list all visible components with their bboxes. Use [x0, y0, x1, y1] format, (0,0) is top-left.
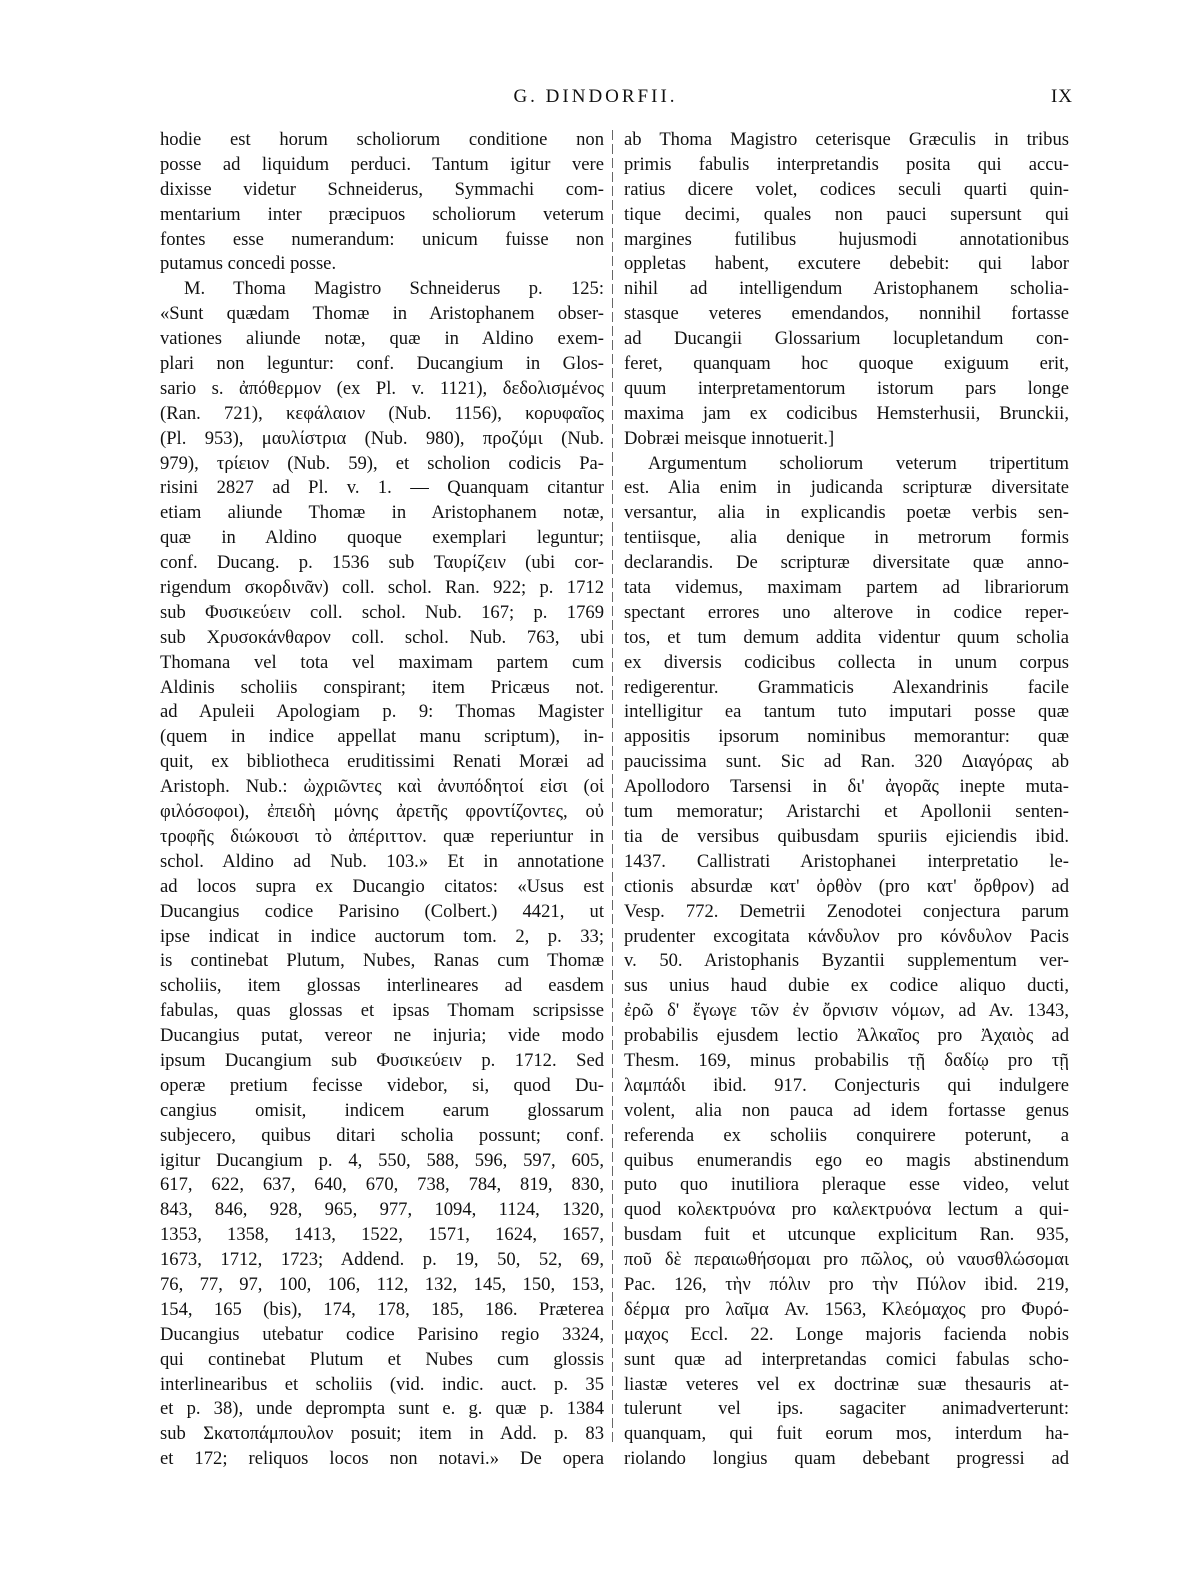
- text-line: plari non leguntur: conf. Ducangium in Glos-: [160, 353, 604, 375]
- text-line: Ducangius codice Parisino (Colbert.) 4421, ut: [160, 900, 604, 922]
- text-line: est. Alia enim in judicanda scripturæ diversitate: [624, 477, 1069, 499]
- text-line: sub Φυσικεύειν coll. schol. Nub. 167; p. 1769: [160, 601, 604, 623]
- text-line: ipse indicat in indice auctorum tom. 2, p. 33;: [160, 925, 604, 947]
- text-line: nihil ad intelligendum Aristophanem scholia-: [624, 278, 1069, 300]
- text-line: quum interpretamentorum istorum pars longe: [624, 377, 1069, 399]
- text-line: «Sunt quædam Thomæ in Aristophanem obser-: [160, 303, 604, 325]
- text-line: φιλόσοφοι), ἐπειδὴ μόνης ἀρετῆς φροντίζοντες, οὐ: [160, 801, 604, 823]
- page-number: IX: [1050, 86, 1073, 107]
- text-line: appositis ipsorum nominibus memorantur: quæ: [624, 726, 1069, 748]
- text-line: oppletas habent, excutere debebit: qui labor: [624, 253, 1069, 275]
- text-line: et p. 38), unde deprompta sunt e. g. quæ p. 1384: [160, 1398, 604, 1420]
- text-line: Vesp. 772. Demetrii Zenodotei conjectura parum: [624, 900, 1069, 922]
- right-column: [624, 128, 1069, 1472]
- text-line: putamus concedi posse.: [160, 253, 337, 275]
- text-line: 843, 846, 928, 965, 977, 1094, 1124, 1320,: [160, 1199, 604, 1221]
- text-line: igitur Ducangium p. 4, 550, 588, 596, 597, 605,: [160, 1149, 604, 1171]
- text-line: tos, et tum demum addita videntur quum scholia: [624, 626, 1069, 648]
- text-line: probabilis ejusdem lectio Ἀλκαῖος pro Ἀχαιὸς ad: [624, 1025, 1069, 1047]
- text-line: referenda ex scholiis conquirere poterunt, a: [624, 1124, 1069, 1146]
- text-line: riolando longius quam debebant progressi ad: [624, 1448, 1069, 1470]
- text-line: quanquam, qui fuit eorum mos, interdum ha-: [624, 1423, 1069, 1445]
- text-line: risini 2827 ad Pl. v. 1. — Quanquam citantur: [160, 477, 604, 499]
- text-line: ab Thoma Magistro ceterisque Græculis in tribus: [624, 129, 1069, 150]
- text-line: Aristoph. Nub.: ὠχριῶντες καὶ ἀνυπόδητοί εἰσι (οἱ: [160, 776, 604, 798]
- text-line: μαχος Eccl. 22. Longe majoris facienda nobis: [624, 1323, 1069, 1345]
- text-line: declarandis. De scripturæ diversitate quæ anno-: [624, 552, 1069, 574]
- text-line: ποῦ δὲ περαιωθήσομαι pro πῶλος, οὐ ναυσθλώσομαι: [624, 1249, 1069, 1271]
- text-line: δέρμα pro λαῖμα Av. 1563, Κλεόμαχος pro Φυρό-: [624, 1298, 1069, 1320]
- text-line: 154, 165 (bis), 174, 178, 185, 186. Præterea: [160, 1298, 604, 1320]
- text-line: quibus enumerandis ego eo magis abstinendum: [624, 1149, 1069, 1171]
- text-line: fontes esse numerandum: unicum fuisse non: [160, 228, 604, 250]
- text-line: interlinearibus et scholiis (vid. indic. auct. p. 35: [160, 1373, 604, 1395]
- text-line: λαμπάδι ibid. 917. Conjecturis qui indulgere: [624, 1074, 1069, 1096]
- text-line: liastæ veteres vel ex doctrinæ suæ thesauris at-: [624, 1373, 1069, 1395]
- text-line: ad Ducangii Glossarium locupletandum con-: [624, 328, 1069, 350]
- text-line: Thomana vel tota vel maximam partem cum: [160, 651, 604, 673]
- text-line: Thesm. 169, minus probabilis τῇ δαδίῳ pro τῇ: [624, 1049, 1069, 1071]
- text-line: quod κολεκτρυόνα pro καλεκτρυόνα lectum a qui-: [624, 1199, 1069, 1221]
- text-line: schol. Aldino ad Nub. 103.» Et in annotatione: [160, 850, 604, 872]
- text-line: versantur, alia in explicandis poetæ verbis sen-: [624, 502, 1069, 524]
- text-line: v. 50. Aristophanis Byzantii supplementum ver-: [624, 950, 1069, 972]
- text-line: stasque veteres emendandos, nonnihil fortasse: [624, 303, 1069, 325]
- text-line: intelligitur ea tantum tuto imputari posse quæ: [624, 701, 1069, 723]
- text-line: ex diversis codicibus collecta in unum corpus: [624, 651, 1069, 673]
- text-line: τροφῆς διώκουσι τὸ ἀπέριττον. quæ reperiuntur in: [160, 825, 604, 847]
- text-line: vationes aliunde notæ, quæ in Aldino exem-: [160, 328, 604, 350]
- text-line: puto quo inutiliora pleraque esse video, velut: [624, 1174, 1069, 1196]
- text-line: Apollodoro Tarsensi in δι' ἀγορᾶς inepte muta-: [624, 776, 1069, 798]
- text-line: 76, 77, 97, 100, 106, 112, 132, 145, 150, 153,: [160, 1273, 604, 1295]
- text-line: (Ran. 721), κεφάλαιον (Nub. 1156), κορυφαῖος: [160, 402, 604, 424]
- text-line: 979), τρίειον (Nub. 59), et scholion codicis Pa-: [160, 452, 604, 474]
- text-line: Ducangius putat, vereor ne injuria; vide modo: [160, 1025, 604, 1047]
- column-divider: [612, 130, 613, 1442]
- text-line: scholiis, item glossas interlineares ad easdem: [160, 975, 604, 997]
- text-line: prudenter excogitata κάνδυλον pro κόνδυλον Pacis: [624, 925, 1069, 947]
- text-line: primis fabulis interpretandis posita qui accu-: [624, 153, 1069, 175]
- text-line: paucissima sunt. Sic ad Ran. 320 Διαγόρας ab: [624, 751, 1069, 773]
- text-line: 1437. Callistrati Aristophanei interpretatio le-: [624, 850, 1069, 872]
- page-header: [0, 86, 1191, 116]
- text-line: qui continebat Plutum et Nubes cum glossis: [160, 1348, 604, 1370]
- text-line: quit, ex bibliotheca eruditissimi Renati Moræi ad: [160, 751, 604, 773]
- text-line: 1353, 1358, 1413, 1522, 1571, 1624, 1657,: [160, 1224, 604, 1246]
- text-line: tum memoratur; Aristarchi et Apollonii senten-: [624, 801, 1069, 823]
- text-line: tata videmus, maximam partem ad librariorum: [624, 577, 1069, 599]
- text-line: operæ pretium fecisse videbor, si, quod Du-: [160, 1074, 604, 1096]
- text-line: ratius dicere volet, codices seculi quarti quin-: [624, 178, 1069, 200]
- text-line: dixisse videtur Schneiderus, Symmachi com-: [160, 178, 604, 200]
- text-line: sunt quæ ad interpretandas comici fabulas scho-: [624, 1348, 1069, 1370]
- left-column: [160, 128, 604, 1472]
- text-line: maxima jam ex codicibus Hemsterhusii, Brunckii,: [624, 402, 1069, 424]
- text-line: tulerunt vel ips. sagaciter animadverterunt:: [624, 1398, 1069, 1420]
- text-line: fabulas, quas glossas et ipsas Thomam scripsisse: [160, 1000, 604, 1022]
- text-line: ἐρῶ δ' ἔγωγε τῶν ἐν ὄρνισιν νόμων, ad Av. 1343,: [624, 1000, 1069, 1022]
- text-line: ad locos supra ex Ducangio citatos: «Usus est: [160, 875, 604, 897]
- text-line: (Pl. 953), μαυλίστρια (Nub. 980), προζύμι (Nub.: [160, 427, 604, 449]
- text-line: is continebat Plutum, Nubes, Ranas cum Thomæ: [160, 950, 604, 972]
- text-line: margines futilibus hujusmodi annotationibus: [624, 228, 1069, 250]
- text-line: spectant errores uno alterove in codice reper-: [624, 601, 1069, 623]
- text-line: (quem in indice appellat manu scriptum), in-: [160, 726, 604, 748]
- text-line: ipsum Ducangium sub Φυσικεύειν p. 1712. Sed: [160, 1049, 604, 1071]
- text-line: cangius omisit, indicem earum glossarum: [160, 1099, 604, 1121]
- text-line: rigendum σκορδινᾶν) coll. schol. Ran. 922; p. 1712: [160, 577, 604, 599]
- text-line: subjecero, quibus ditari scholia possunt; conf.: [160, 1124, 604, 1146]
- text-line: Pac. 126, τὴν πόλιν pro τὴν Πύλον ibid. 219,: [624, 1273, 1069, 1295]
- text-line: busdam fuit et utcunque explicitum Ran. 935,: [624, 1224, 1069, 1246]
- text-line: M. Thoma Magistro Schneiderus p. 125:: [184, 278, 604, 300]
- text-line: sus unius haud dubie ex codice aliquo ducti,: [624, 975, 1069, 997]
- text-line: tique decimi, quales non pauci supersunt qui: [624, 203, 1069, 225]
- text-line: Ducangius utebatur codice Parisino regio 3324,: [160, 1323, 604, 1345]
- text-line: sario s. ἀπόθερμον (ex Pl. v. 1121), δεδολισμένος: [160, 377, 604, 399]
- text-line: sub Σκατοπάμπουλον posuit; item in Add. p. 83: [160, 1423, 604, 1445]
- text-line: redigerentur. Grammaticis Alexandrinis facile: [624, 676, 1069, 698]
- text-line: sub Χρυσοκάνθαρον coll. schol. Nub. 763, ubi: [160, 626, 604, 648]
- text-line: etiam aliunde Thomæ in Aristophanem notæ,: [160, 502, 604, 524]
- text-line: 1673, 1712, 1723; Addend. p. 19, 50, 52, 69,: [160, 1249, 604, 1271]
- text-line: Argumentum scholiorum veterum tripertitum: [648, 452, 1069, 474]
- text-line: feret, quanquam hoc quoque exiguum erit,: [624, 353, 1069, 375]
- text-line: conf. Ducang. p. 1536 sub Ταυρίζειν (ubi cor-: [160, 552, 604, 574]
- text-line: quæ in Aldino quoque exemplari leguntur;: [160, 527, 604, 549]
- text-line: Dobræi meisque innotuerit.]: [624, 427, 835, 449]
- text-line: mentarium inter præcipuos scholiorum veterum: [160, 203, 604, 225]
- text-line: volent, alia non pauca ad idem fortasse genus: [624, 1099, 1069, 1121]
- text-line: hodie est horum scholiorum conditione non: [160, 129, 604, 150]
- text-line: 617, 622, 637, 640, 670, 738, 784, 819, 830,: [160, 1174, 604, 1196]
- text-line: tia de versibus quibusdam spuriis ejiciendis ibid.: [624, 825, 1069, 847]
- text-line: et 172; reliquos locos non notavi.» De opera: [160, 1448, 604, 1470]
- text-line: tentiisque, alia denique in metrorum formis: [624, 527, 1069, 549]
- text-line: posse ad liquidum perduci. Tantum igitur vere: [160, 153, 604, 175]
- running-head: G. DINDORFII.: [513, 86, 678, 107]
- text-line: Aldinis scholiis conspirant; item Pricæus not.: [160, 676, 604, 698]
- text-line: ad Apuleii Apologiam p. 9: Thomas Magister: [160, 701, 604, 723]
- text-line: ctionis absurdæ κατ' ὀρθὸν (pro κατ' ὄρθρον) ad: [624, 875, 1069, 897]
